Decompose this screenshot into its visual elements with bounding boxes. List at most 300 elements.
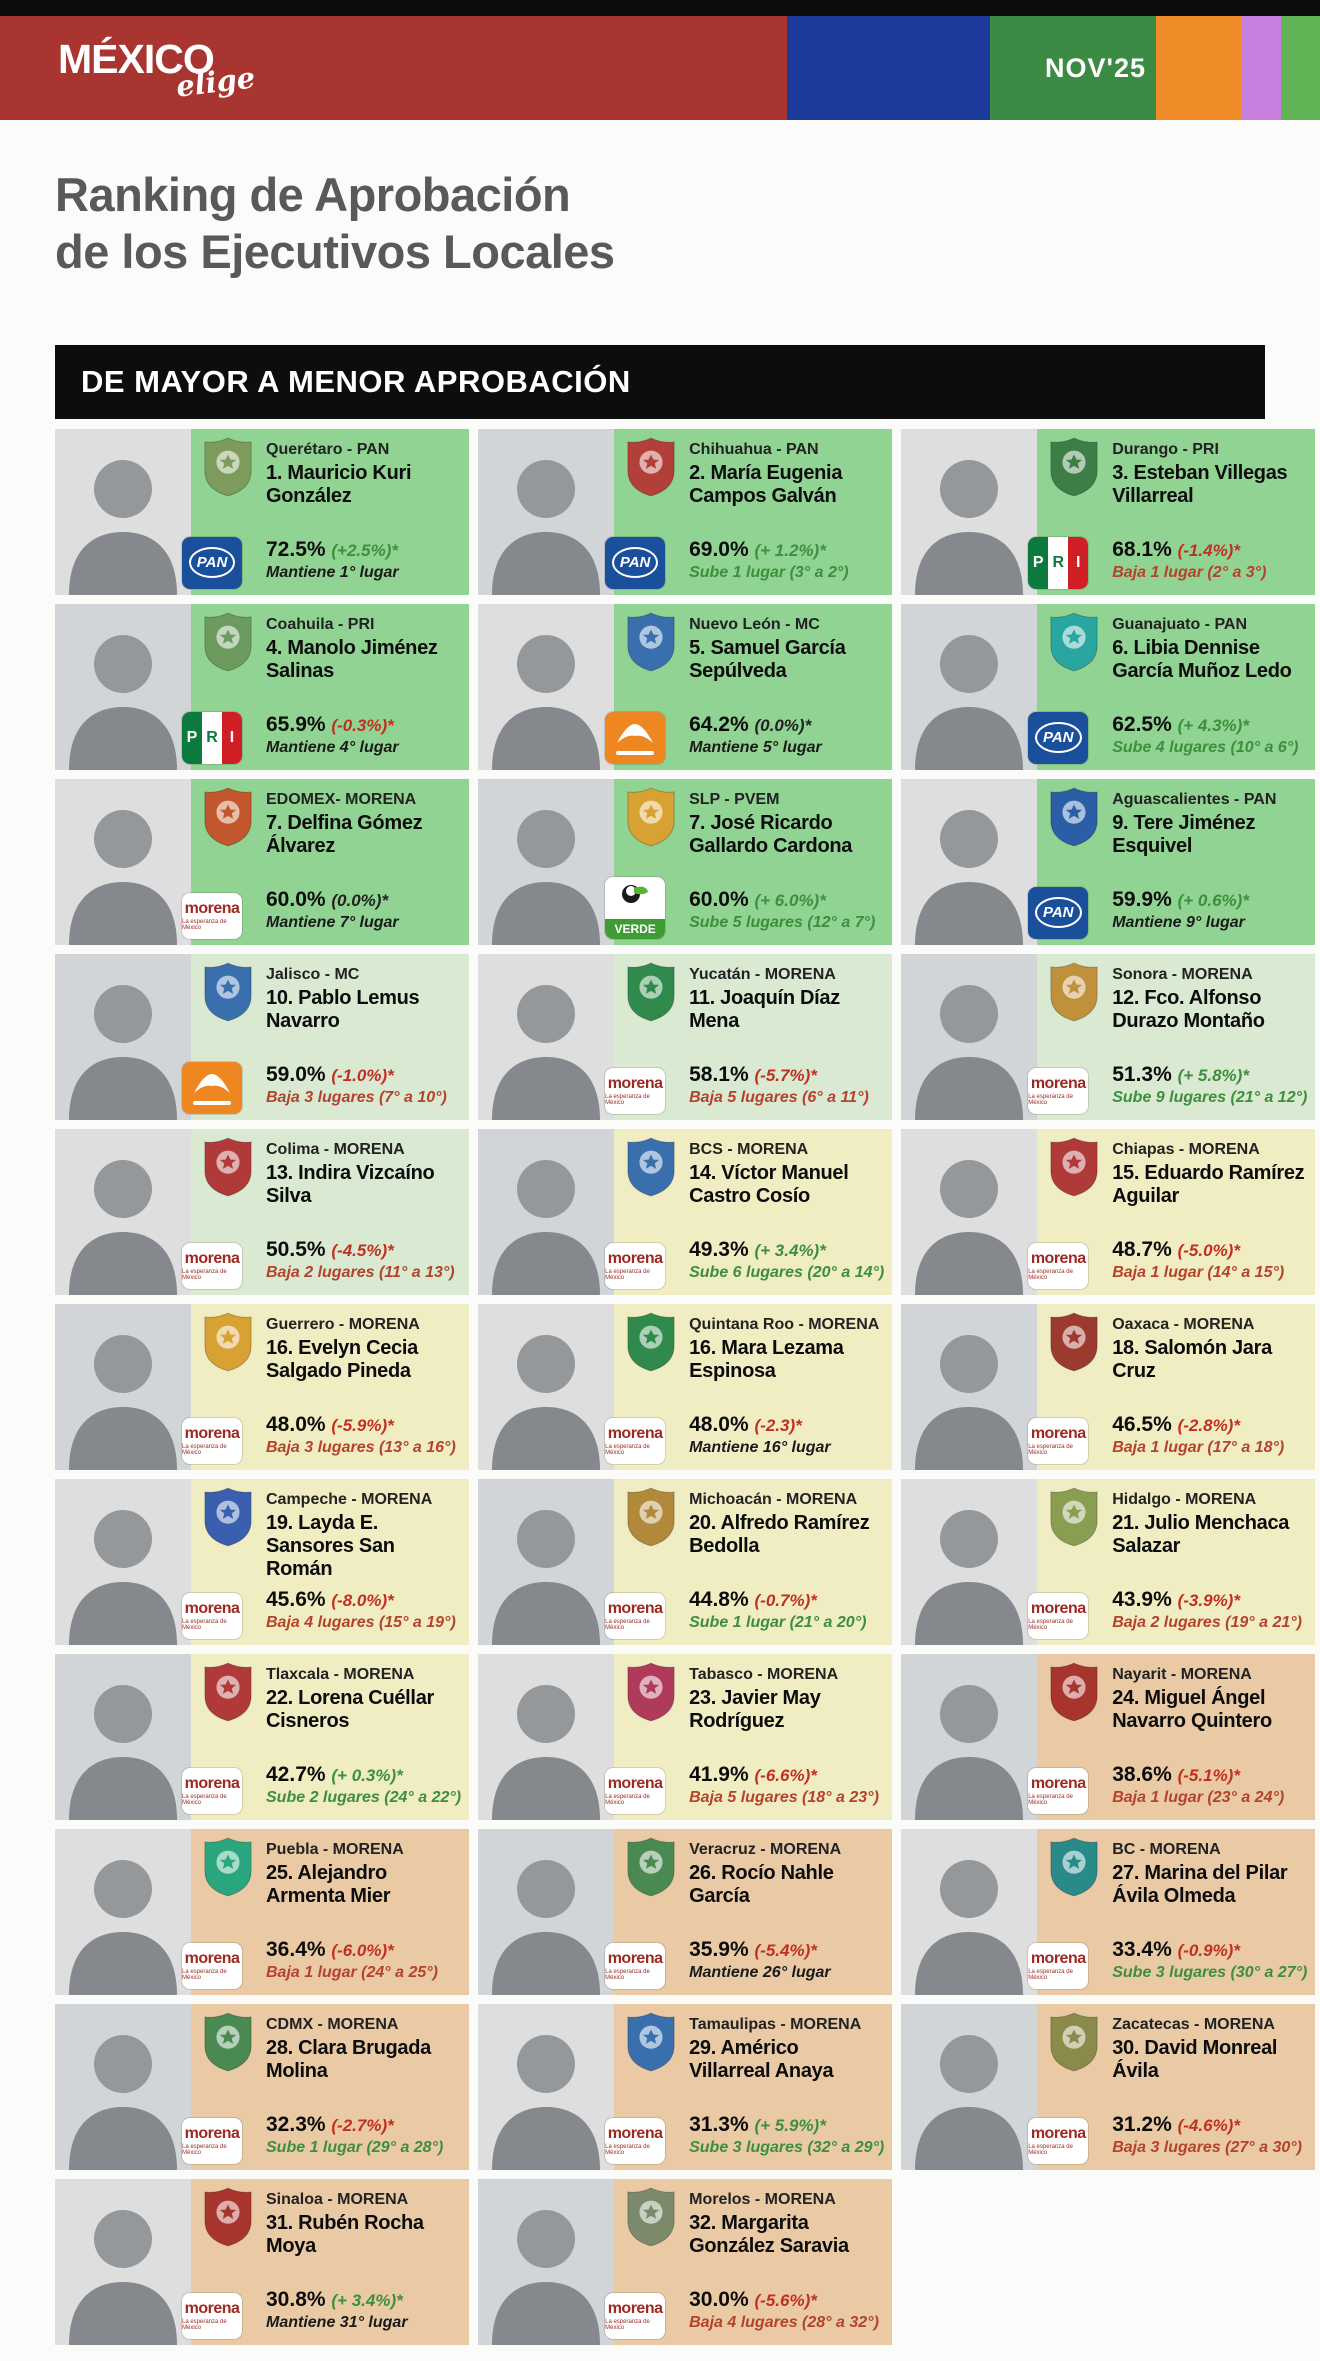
morena-party-logo [1028,1418,1088,1464]
morena-label: morena [184,1950,240,1968]
state-crest [202,786,254,853]
state-crest-icon [625,1136,677,1198]
state-crest-icon [202,1311,254,1373]
pri-party-logo [1028,537,1088,589]
ranking-movement: Sube 2 lugares (24° a 22°) [266,1788,462,1806]
approval-change: (-2.8%)* [1177,1415,1240,1435]
approval-percentage: 60.0% [266,887,332,911]
card-left-column [620,609,682,764]
state-crest-icon [202,961,254,1023]
approval-change: (+2.5%)* [331,540,399,560]
ranking-movement: Mantiene 26° lugar [689,1963,831,1981]
morena-sublabel: La esperanza de México [182,2144,227,2157]
governor-photo [478,1479,614,1645]
governor-card [186,604,469,770]
governor-cell [901,954,1315,1120]
person-photo-placeholder-icon [55,2179,191,2345]
morena-party-logo [605,1593,665,1639]
governor-cell [901,1654,1315,1820]
party-logo-slot [605,877,665,939]
morena-party-logo [182,1943,242,1989]
card-left-column [1043,784,1105,939]
morena-party-logo [182,1593,242,1639]
approval-line [1112,1238,1307,1262]
person-photo-placeholder-icon [478,1654,614,1820]
approval-percentage: 59.9% [1112,887,1178,911]
morena-party-logo [605,1068,665,1114]
governor-name: 25. Alejandro Armenta Mier [266,1861,391,1907]
ranking-movement: Sube 5 lugares (12° a 7°) [689,913,876,931]
ranking-movement: Baja 1 lugar (24° a 25°) [266,1963,438,1981]
card-left-column [605,1834,682,1989]
party-logo-slot [605,1593,665,1639]
ranking-movement: Baja 1 lugar (17° a 18°) [1112,1438,1285,1456]
approval-percentage: 48.7% [1112,1237,1178,1261]
governor-photo [55,779,191,945]
card-text-column [1105,1659,1307,1814]
governor-card [605,1479,892,1645]
state-party-label: Guerrero - MORENA [266,1315,420,1333]
approval-change: (-8.0%)* [331,1590,394,1610]
state-crest-icon [1048,1136,1100,1198]
ranking-movement: Mantiene 5° lugar [689,738,822,756]
ranking-movement: Baja 3 lugares (7° a 10°) [266,1088,447,1106]
morena-label: morena [1030,1775,1086,1793]
state-crest [202,1486,254,1553]
governor-card [1032,429,1315,595]
card-text-column [259,609,461,764]
approval-line [266,1063,461,1087]
state-party-label: Yucatán - MORENA [689,965,836,983]
state-party-label: Chihuahua - PAN [689,440,819,458]
card-left-column [605,1659,682,1814]
governor-card [605,1304,892,1470]
state-party-label: Sinaloa - MORENA [266,2190,409,2208]
card-text-column [1105,1484,1307,1639]
governor-name: 24. Miguel Ángel Navarro Quintero [1112,1686,1272,1732]
governor-photo [55,1129,191,1295]
approval-line [689,1938,884,1962]
card-left-column [1028,1484,1105,1639]
party-logo-slot [605,2118,665,2164]
morena-label: morena [1030,1425,1086,1443]
morena-sublabel: La esperanza de México [605,2319,650,2332]
governor-cell [478,1479,892,1645]
governor-cell [55,1129,469,1295]
state-party-label: Guanajuato - PAN [1112,615,1248,633]
governor-name: 6. Libia Dennise García Muñoz Ledo [1112,636,1292,682]
governor-cell [55,604,469,770]
approval-line [689,538,884,562]
flex-spacer [266,1908,461,1938]
governor-name: 7. José Ricardo Gallardo Cardona [689,811,853,857]
approval-change: (0.0%)* [331,890,389,910]
card-text-column [682,434,884,589]
person-photo-placeholder-icon [901,1304,1037,1470]
flex-spacer [266,683,461,713]
verde-label: VERDE [605,919,665,939]
morena-label: morena [184,2300,240,2318]
person-photo-placeholder-icon [55,1304,191,1470]
party-logo-slot [605,1068,665,1114]
morena-party-logo [182,1768,242,1814]
pan-label: PAN [1035,722,1082,753]
approval-line [266,2113,461,2137]
party-logo-slot [1028,2118,1088,2164]
ranking-movement: Baja 3 lugares (13° a 16°) [266,1438,456,1456]
state-crest-icon [202,1836,254,1898]
state-crest [202,1661,254,1728]
person-photo-placeholder-icon [901,2004,1037,2170]
party-logo-slot [605,1943,665,1989]
governor-card [191,429,469,595]
party-logo-slot [1028,1943,1088,1989]
person-photo-placeholder-icon [901,429,1037,595]
party-logo-slot [605,1768,665,1814]
morena-party-logo [605,1943,665,1989]
governor-card [1037,779,1315,945]
approval-line [689,1063,884,1087]
governor-card [182,1654,469,1820]
ranking-movement: Mantiene 7° lugar [266,913,399,931]
governor-photo [55,604,191,770]
pan-party-logo [182,537,242,589]
morena-party-logo [182,2293,242,2339]
morena-sublabel: La esperanza de México [1028,2144,1073,2157]
approval-percentage: 45.6% [266,1587,332,1611]
morena-party-logo [605,2118,665,2164]
flex-spacer [689,2083,884,2113]
approval-change: (-5.6%)* [754,2290,817,2310]
card-text-column [682,2009,884,2164]
flex-spacer [1112,2083,1307,2113]
person-photo-placeholder-icon [55,2004,191,2170]
person-photo-placeholder-icon [478,604,614,770]
pri-letter: R [202,712,222,764]
governor-name: 1. Mauricio Kuri González [266,461,412,507]
governor-cell [478,1829,892,1995]
state-crest-icon [625,1486,677,1548]
morena-sublabel: La esperanza de México [605,1969,650,1982]
card-left-column [605,1484,682,1639]
approval-line [266,713,461,737]
flex-spacer [689,1033,884,1063]
approval-percentage: 31.3% [689,2112,755,2136]
pri-letter: R [1048,537,1068,589]
governor-card [614,429,892,595]
approval-line [266,1413,461,1437]
state-crest-icon [202,2186,254,2248]
state-crest [202,1311,254,1378]
approval-percentage: 59.0% [266,1062,332,1086]
ranking-movement: Baja 4 lugares (15° a 19°) [266,1613,456,1631]
approval-line [1112,1588,1307,1612]
card-left-column [1028,2009,1105,2164]
governor-cell [55,1829,469,1995]
morena-label: morena [184,1775,240,1793]
governor-photo [55,2179,191,2345]
section-header-bar [55,345,1265,419]
state-crest-icon [1048,1836,1100,1898]
state-crest-icon [625,786,677,848]
governor-name: 7. Delfina Gómez Álvarez [266,811,423,857]
ranking-movement: Sube 1 lugar (21° a 20°) [689,1613,867,1631]
state-crest-icon [625,961,677,1023]
pan-party-logo [1028,712,1088,764]
pan-label: PAN [189,547,236,578]
ranking-movement: Baja 1 lugar (23° a 24°) [1112,1788,1285,1806]
morena-sublabel: La esperanza de México [1028,1269,1073,1282]
approval-line [689,2113,884,2137]
card-text-column [1105,1834,1307,1989]
governor-cell [478,2179,892,2345]
party-logo-slot [605,1243,665,1289]
approval-change: (-0.7%)* [754,1590,817,1610]
card-text-column [1105,2009,1307,2164]
pri-letter: P [1028,537,1048,589]
person-photo-placeholder-icon [55,429,191,595]
card-left-column [1028,1834,1105,1989]
governor-cell [478,604,892,770]
flex-spacer [689,858,884,888]
approval-change: (+ 5.8%)* [1177,1065,1249,1085]
ranking-movement: Baja 2 lugares (19° a 21°) [1112,1613,1302,1631]
person-photo-placeholder-icon [478,2004,614,2170]
card-text-column [682,1134,884,1289]
governor-cell [55,1304,469,1470]
party-logo-slot [182,1062,242,1114]
state-crest [202,436,254,503]
governor-cell [55,954,469,1120]
state-party-label: Tabasco - MORENA [689,1665,839,1683]
state-crest-icon [1048,1661,1100,1723]
party-logo-slot [182,712,242,764]
flex-spacer [1112,683,1307,713]
state-crest-icon [1048,1486,1100,1548]
morena-party-logo [605,2293,665,2339]
approval-percentage: 51.3% [1112,1062,1178,1086]
flex-spacer [1112,1208,1307,1238]
morena-party-logo [1028,1943,1088,1989]
person-photo-placeholder-icon [478,954,614,1120]
governor-card [605,1829,892,1995]
pri-letter: P [182,712,202,764]
card-text-column [259,1834,461,1989]
state-crest-icon [1048,436,1100,498]
state-party-label: Colima - MORENA [266,1140,405,1158]
approval-change: (0.0%)* [754,715,812,735]
approval-line [1112,1063,1307,1087]
pan-party-logo [605,537,665,589]
governor-card [605,1129,892,1295]
party-logo-slot [1028,887,1088,939]
state-crest-icon [625,1311,677,1373]
governor-card [1037,604,1315,770]
morena-label: morena [184,1425,240,1443]
person-photo-placeholder-icon [55,779,191,945]
approval-percentage: 64.2% [689,712,755,736]
party-logo-slot [182,1418,242,1464]
ranking-movement: Baja 2 lugares (11° a 13°) [266,1263,455,1281]
morena-party-logo [1028,2118,1088,2164]
header-blue-segment [787,16,990,120]
approval-percentage: 58.1% [689,1062,755,1086]
pri-letter: I [1068,537,1088,589]
governor-cell [478,2004,892,2170]
state-crest [1048,611,1100,678]
state-crest [625,2011,677,2078]
verde-party-logo [605,877,665,939]
flex-spacer [266,858,461,888]
approval-change: (+ 0.3%)* [331,1765,403,1785]
card-left-column [605,2009,682,2164]
card-left-column [605,1309,682,1464]
approval-percentage: 33.4% [1112,1937,1178,1961]
ranking-movement: Baja 4 lugares (28° a 32°) [689,2313,879,2331]
governor-photo [55,1304,191,1470]
governor-card [182,2179,469,2345]
governor-cell [55,429,469,595]
governor-name: 13. Indira Vizcaíno Silva [266,1161,435,1207]
party-logo-slot [182,2118,242,2164]
approval-line [266,1938,461,1962]
governor-name: 21. Julio Menchaca Salazar [1112,1511,1290,1557]
party-logo-slot [1028,1243,1088,1289]
governor-name: 20. Alfredo Ramírez Bedolla [689,1511,870,1557]
morena-label: morena [607,1425,663,1443]
card-left-column [620,434,682,589]
approval-change: (-5.9%)* [331,1415,394,1435]
brand-sub-text: elige [174,60,257,104]
state-party-label: Coahuila - PRI [266,615,375,633]
approval-change: (-0.3%)* [331,715,394,735]
card-text-column [259,959,461,1114]
governor-photo [478,954,614,1120]
card-text-column [682,1659,884,1814]
approval-percentage: 62.5% [1112,712,1178,736]
flex-spacer [266,1733,461,1763]
approval-change: (+ 1.2%)* [754,540,826,560]
governor-card [614,779,892,945]
governor-name: 28. Clara Brugada Molina [266,2036,431,2082]
card-text-column [259,2009,461,2164]
ranking-movement: Sube 4 lugares (10° a 6°) [1112,738,1299,756]
morena-label: morena [184,900,240,918]
approval-change: (-5.0%)* [1177,1240,1240,1260]
header-red-segment [0,16,787,120]
flex-spacer [266,1033,461,1063]
governor-name: 3. Esteban Villegas Villarreal [1112,461,1288,507]
approval-change: (-5.4%)* [754,1940,817,1960]
state-crest [625,611,677,678]
morena-party-logo [1028,1768,1088,1814]
governor-photo [478,604,614,770]
state-crest-icon [1048,611,1100,673]
flex-spacer [266,508,461,538]
state-crest-icon [625,2186,677,2248]
state-crest-icon [202,786,254,848]
approval-change: (+ 3.4%)* [331,2290,403,2310]
card-left-column [197,959,259,1114]
governor-photo [901,2004,1037,2170]
state-party-label: Durango - PRI [1112,440,1219,458]
approval-change: (+ 0.6%)* [1177,890,1249,910]
governor-photo [478,1129,614,1295]
morena-party-logo [1028,1068,1088,1114]
governor-card [1028,1304,1315,1470]
state-crest [202,1136,254,1203]
page-title-line2: de los Ejecutivos Locales [55,225,615,279]
approval-percentage: 32.3% [266,2112,332,2136]
governor-card [605,1654,892,1820]
state-party-label: CDMX - MORENA [266,2015,399,2033]
card-left-column [605,1134,682,1289]
party-logo-slot [182,1593,242,1639]
flex-spacer [689,1383,884,1413]
governor-photo [55,954,191,1120]
morena-party-logo [182,1418,242,1464]
state-crest-icon [625,1661,677,1723]
governor-name: 19. Layda E. Sansores San Román [266,1511,395,1580]
morena-label: morena [184,2125,240,2143]
governor-card [1028,1654,1315,1820]
card-text-column [682,2184,884,2339]
ranking-movement: Mantiene 16° lugar [689,1438,831,1456]
morena-label: morena [1030,1950,1086,1968]
approval-percentage: 30.8% [266,2287,332,2311]
person-photo-placeholder-icon [901,779,1037,945]
state-party-label: Oaxaca - MORENA [1112,1315,1255,1333]
state-party-label: Tlaxcala - MORENA [266,1665,415,1683]
approval-line [689,2288,884,2312]
ranking-movement: Sube 3 lugares (32° a 29°) [689,2138,885,2156]
governor-card [182,1479,469,1645]
governor-photo [901,954,1037,1120]
flex-spacer [689,1733,884,1763]
morena-party-logo [182,1243,242,1289]
person-photo-placeholder-icon [478,1304,614,1470]
state-crest-icon [625,1836,677,1898]
state-party-label: Campeche - MORENA [266,1490,433,1508]
governor-name: 2. María Eugenia Campos Galván [689,461,843,507]
header-purple-segment [1242,16,1281,120]
party-logo-slot [182,1943,242,1989]
card-left-column [1028,959,1105,1114]
flex-spacer [1112,1558,1307,1588]
state-party-label: Hidalgo - MORENA [1112,1490,1257,1508]
governor-name: 12. Fco. Alfonso Durazo Montaño [1112,986,1265,1032]
approval-change: (+ 5.9%)* [754,2115,826,2135]
governor-name: 14. Víctor Manuel Castro Cosío [689,1161,849,1207]
top-black-strip [0,0,1320,16]
morena-label: morena [184,1600,240,1618]
state-crest [625,1136,677,1203]
approval-line [689,1238,884,1262]
state-crest-icon [202,611,254,673]
morena-sublabel: La esperanza de México [605,2144,650,2157]
morena-label: morena [607,2300,663,2318]
state-crest [202,2011,254,2078]
party-logo-slot [182,1243,242,1289]
morena-label: morena [1030,1600,1086,1618]
governor-name: 30. David Monreal Ávila [1112,2036,1278,2082]
state-party-label: Veracruz - MORENA [689,1840,842,1858]
approval-change: (-4.5%)* [331,1240,394,1260]
governor-card [182,1129,469,1295]
ranking-movement: Baja 5 lugares (18° a 23°) [689,1788,879,1806]
governor-card [1028,2004,1315,2170]
governor-photo [55,2004,191,2170]
